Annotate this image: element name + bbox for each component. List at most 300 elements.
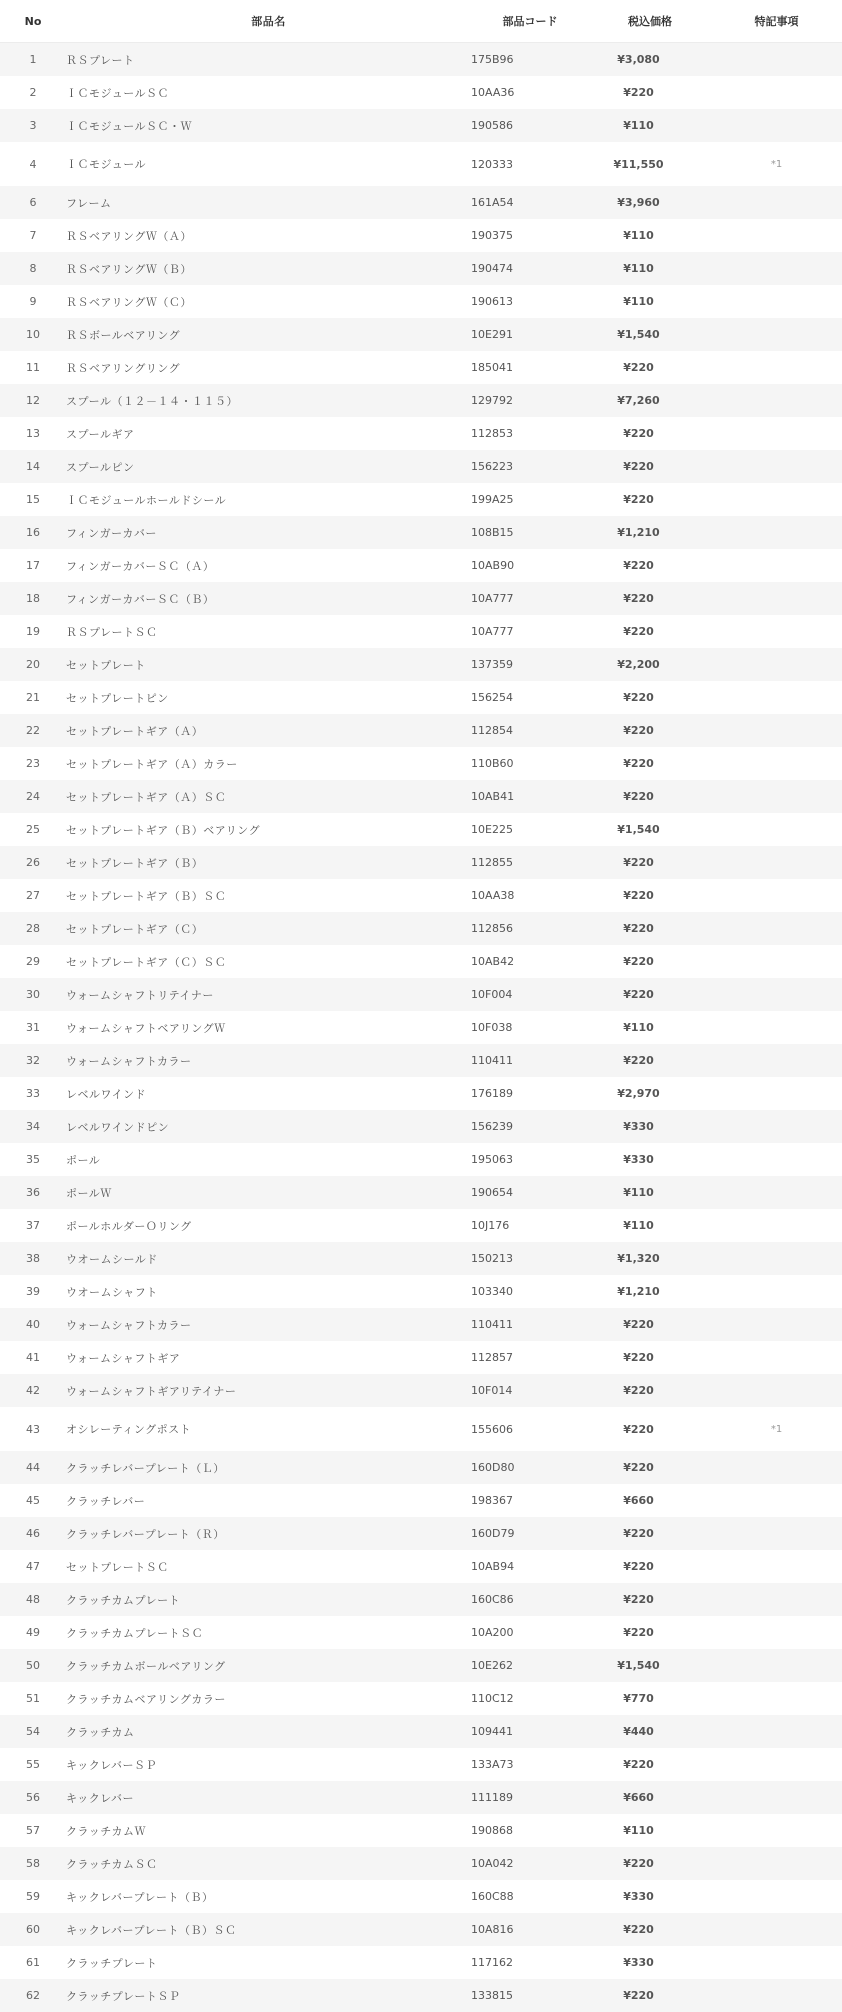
row-no: 26 <box>26 856 40 869</box>
row-price: ¥220 <box>623 856 654 869</box>
row-part-code: 111189 <box>471 1791 513 1804</box>
row-part-name: ＩＣモジュールＳＣ <box>66 86 170 100</box>
row-price: ¥220 <box>623 1923 654 1936</box>
table-row <box>0 285 842 318</box>
row-price: ¥1,540 <box>617 328 660 341</box>
row-part-code: 160C88 <box>471 1890 514 1903</box>
row-part-name: ウォームシャフトギア <box>66 1351 181 1365</box>
row-price: ¥1,210 <box>617 1285 660 1298</box>
row-no: 27 <box>26 889 40 902</box>
row-part-name: レベルワインドピン <box>66 1120 170 1134</box>
row-no: 44 <box>26 1461 40 1474</box>
row-no: 10 <box>26 328 40 341</box>
row-price: ¥220 <box>623 691 654 704</box>
row-part-code: 10A816 <box>471 1923 514 1936</box>
row-no: 30 <box>26 988 40 1001</box>
row-price: ¥220 <box>623 625 654 638</box>
row-part-code: 190375 <box>471 229 513 242</box>
row-note: *1 <box>770 158 783 170</box>
row-no: 41 <box>26 1351 40 1364</box>
table-body <box>0 43 842 2012</box>
row-part-code: 198367 <box>471 1494 513 1507</box>
table-row <box>0 978 842 1011</box>
table-row <box>0 945 842 978</box>
table-row <box>0 43 842 76</box>
row-price: ¥110 <box>623 119 654 132</box>
row-price: ¥110 <box>623 1219 654 1232</box>
row-part-name: セットプレートギア（Ｃ） <box>66 922 204 936</box>
row-no: 22 <box>26 724 40 737</box>
row-part-code: 190474 <box>471 262 513 275</box>
table-row <box>0 648 842 681</box>
row-part-name: ＩＣモジュール <box>66 158 147 171</box>
row-price: ¥330 <box>623 1956 654 1969</box>
row-no: 20 <box>26 658 40 671</box>
row-part-code: 156254 <box>471 691 513 704</box>
row-no: 7 <box>29 229 37 242</box>
row-part-name: ポール <box>66 1153 101 1167</box>
row-part-name: クラッチレバープレート（Ｌ） <box>66 1461 225 1475</box>
row-no: 3 <box>29 119 37 132</box>
table-row <box>0 1143 842 1176</box>
row-no: 24 <box>26 790 40 803</box>
row-price: ¥660 <box>623 1791 654 1804</box>
row-no: 15 <box>26 493 40 506</box>
row-no: 49 <box>26 1626 40 1639</box>
table-row <box>0 1550 842 1583</box>
table-row <box>0 1242 842 1275</box>
row-price: ¥220 <box>623 988 654 1001</box>
row-part-name: スプールギア <box>66 427 135 441</box>
row-part-name: セットプレートギア（Ａ）カラー <box>66 757 238 771</box>
row-part-code: 109441 <box>471 1725 513 1738</box>
table-row <box>0 879 842 912</box>
row-part-name: フィンガーカバーＳＣ（Ｂ） <box>66 592 215 606</box>
row-no: 37 <box>26 1219 40 1232</box>
row-no: 38 <box>26 1252 40 1265</box>
table-row <box>0 1110 842 1143</box>
row-price: ¥220 <box>623 1318 654 1331</box>
row-part-name: ウォームシャフトベアリングＷ <box>66 1021 226 1035</box>
row-no: 25 <box>26 823 40 836</box>
table-row <box>0 1814 842 1847</box>
row-price: ¥110 <box>623 262 654 275</box>
row-part-code: 155606 <box>471 1422 513 1436</box>
row-price: ¥220 <box>623 86 654 99</box>
row-no: 55 <box>26 1758 40 1771</box>
row-part-code: 10A042 <box>471 1857 514 1870</box>
table-header <box>0 0 842 43</box>
row-part-code: 199A25 <box>471 493 514 506</box>
row-price: ¥220 <box>623 493 654 506</box>
row-price: ¥220 <box>623 1461 654 1474</box>
row-no: 36 <box>26 1186 40 1199</box>
row-price: ¥330 <box>623 1120 654 1133</box>
row-price: ¥3,960 <box>617 196 660 209</box>
row-part-name: キックレバーＳＰ <box>66 1758 158 1772</box>
row-part-name: ＲＳプレート <box>66 53 135 67</box>
row-price: ¥220 <box>623 1626 654 1639</box>
table-row <box>0 76 842 109</box>
row-no: 62 <box>26 1989 40 2002</box>
row-no: 19 <box>26 625 40 638</box>
row-price: ¥220 <box>623 559 654 572</box>
row-part-code: 160C86 <box>471 1593 514 1606</box>
table-row <box>0 1176 842 1209</box>
row-part-code: 10AA36 <box>471 86 515 99</box>
row-price: ¥220 <box>623 1384 654 1397</box>
table-row <box>0 384 842 417</box>
row-part-name: キックレバー <box>66 1791 135 1805</box>
table-row <box>0 351 842 384</box>
table-row <box>0 109 842 142</box>
row-part-code: 175B96 <box>471 53 514 66</box>
row-part-name: セットプレートギア（Ａ）ＳＣ <box>66 790 227 804</box>
row-part-name: セットプレートピン <box>66 691 169 705</box>
row-no: 51 <box>26 1692 40 1705</box>
row-part-name: ウオームシールド <box>66 1252 158 1266</box>
row-part-name: クラッチカム <box>66 1725 135 1739</box>
table-row <box>0 1847 842 1880</box>
row-no: 31 <box>26 1021 40 1034</box>
row-no: 21 <box>26 691 40 704</box>
table-row <box>0 1209 842 1242</box>
row-part-name: フレーム <box>66 196 112 210</box>
row-no: 43 <box>26 1422 40 1436</box>
row-part-code: 112856 <box>471 922 513 935</box>
row-part-name: セットプレート <box>66 658 146 672</box>
row-price: ¥220 <box>623 790 654 803</box>
row-part-name: スプール（１２－１４・１１５） <box>66 394 238 408</box>
table-row <box>0 417 842 450</box>
row-part-name: ウォームシャフトカラー <box>66 1318 192 1332</box>
table-row <box>0 681 842 714</box>
row-part-code: 10E225 <box>471 823 513 836</box>
row-part-name: ＲＳベアリングＷ（Ｂ） <box>66 262 192 276</box>
table-row <box>0 1341 842 1374</box>
row-no: 14 <box>26 460 40 473</box>
table-row <box>0 780 842 813</box>
table-row <box>0 1979 842 2012</box>
row-no: 45 <box>26 1494 40 1507</box>
row-no: 40 <box>26 1318 40 1331</box>
row-price: ¥220 <box>623 955 654 968</box>
row-no: 8 <box>29 262 37 275</box>
row-part-name: セットプレートギア（Ｂ）ベアリング <box>66 823 261 837</box>
row-price: ¥220 <box>623 922 654 935</box>
row-part-name: セットプレートギア（Ｂ） <box>66 856 204 870</box>
row-part-name: ＲＳベアリングリング <box>66 361 181 375</box>
row-part-name: ウオームシャフト <box>66 1285 158 1299</box>
row-part-name: ＲＳボールベアリング <box>66 328 181 342</box>
table-row <box>0 813 842 846</box>
table-row <box>0 747 842 780</box>
table-row <box>0 1682 842 1715</box>
row-part-name: クラッチレバー <box>66 1494 146 1508</box>
row-part-name: ＩＣモジュールホールドシール <box>66 493 227 507</box>
row-no: 61 <box>26 1956 40 1969</box>
row-price: ¥220 <box>623 1054 654 1067</box>
row-price: ¥220 <box>623 757 654 770</box>
table-row <box>0 1451 842 1484</box>
row-price: ¥220 <box>623 1593 654 1606</box>
table-row <box>0 615 842 648</box>
row-part-name: クラッチカムプレートＳＣ <box>66 1626 204 1640</box>
row-no: 18 <box>26 592 40 605</box>
row-part-code: 108B15 <box>471 526 514 539</box>
row-part-code: 133A73 <box>471 1758 514 1771</box>
row-price: ¥1,210 <box>617 526 660 539</box>
table-row <box>0 1484 842 1517</box>
row-price: ¥1,320 <box>617 1252 660 1265</box>
row-price: ¥220 <box>623 724 654 737</box>
row-price: ¥330 <box>623 1890 654 1903</box>
table-row <box>0 1715 842 1748</box>
row-no: 1 <box>29 53 37 66</box>
table-row <box>0 318 842 351</box>
row-part-code: 160D79 <box>471 1527 515 1540</box>
table-row <box>0 912 842 945</box>
row-part-code: 10A200 <box>471 1626 514 1639</box>
table-row <box>0 1649 842 1682</box>
row-price: ¥220 <box>623 427 654 440</box>
row-no: 32 <box>26 1054 40 1067</box>
row-part-code: 190868 <box>471 1824 513 1837</box>
row-price: ¥220 <box>623 1351 654 1364</box>
row-no: 57 <box>26 1824 40 1837</box>
row-price: ¥110 <box>623 1186 654 1199</box>
row-part-code: 190586 <box>471 119 513 132</box>
row-no: 47 <box>26 1560 40 1573</box>
row-part-code: 112854 <box>471 724 513 737</box>
row-part-code: 137359 <box>471 658 513 671</box>
row-part-name: レベルワインド <box>66 1087 147 1101</box>
row-part-name: オシレーティングポスト <box>66 1423 192 1436</box>
row-price: ¥110 <box>623 295 654 308</box>
row-no: 34 <box>26 1120 40 1133</box>
row-price: ¥220 <box>623 460 654 473</box>
row-price: ¥770 <box>623 1692 654 1705</box>
row-part-code: 110411 <box>471 1318 513 1331</box>
table-row <box>0 186 842 219</box>
row-part-name: クラッチカムＷ <box>66 1824 147 1838</box>
row-no: 33 <box>26 1087 40 1100</box>
row-no: 9 <box>29 295 37 308</box>
row-price: ¥440 <box>623 1725 654 1738</box>
row-price: ¥2,970 <box>617 1087 660 1100</box>
row-no: 6 <box>29 196 37 209</box>
table-row <box>0 1407 842 1451</box>
row-part-code: 176189 <box>471 1087 513 1100</box>
row-part-code: 103340 <box>471 1285 513 1298</box>
table-row <box>0 1781 842 1814</box>
row-price: ¥220 <box>623 1857 654 1870</box>
table-row <box>0 1517 842 1550</box>
row-price: ¥330 <box>623 1153 654 1166</box>
row-no: 16 <box>26 526 40 539</box>
row-part-name: セットプレートギア（Ｃ）ＳＣ <box>66 955 227 969</box>
row-part-name: セットプレートギア（Ａ） <box>66 724 204 738</box>
table-row <box>0 714 842 747</box>
row-part-name: ポールホルダーＯリング <box>66 1219 192 1233</box>
table-row <box>0 1044 842 1077</box>
row-part-code: 161A54 <box>471 196 514 209</box>
row-part-code: 10AB41 <box>471 790 515 803</box>
row-price: ¥660 <box>623 1494 654 1507</box>
row-part-name: キックレバープレート（Ｂ）ＳＣ <box>66 1923 237 1937</box>
table-row <box>0 219 842 252</box>
row-part-name: ＲＳプレートＳＣ <box>66 625 158 639</box>
row-part-code: 10E262 <box>471 1659 513 1672</box>
row-part-code: 110411 <box>471 1054 513 1067</box>
row-part-code: 185041 <box>471 361 513 374</box>
row-price: ¥220 <box>623 361 654 374</box>
header-note: 特記事項 <box>754 15 799 28</box>
row-price: ¥3,080 <box>617 53 660 66</box>
row-part-code: 190613 <box>471 295 513 308</box>
row-price: ¥220 <box>623 1422 654 1436</box>
row-price: ¥7,260 <box>617 394 660 407</box>
row-price: ¥220 <box>623 1989 654 2002</box>
row-part-code: 10AB42 <box>471 955 515 968</box>
row-part-code: 10AA38 <box>471 889 515 902</box>
row-part-code: 10J176 <box>471 1219 510 1232</box>
row-part-code: 117162 <box>471 1956 513 1969</box>
table-row <box>0 252 842 285</box>
row-no: 56 <box>26 1791 40 1804</box>
row-price: ¥110 <box>623 229 654 242</box>
row-part-name: ＲＳベアリングＷ（Ｃ） <box>66 295 192 309</box>
table-row <box>0 1616 842 1649</box>
row-part-code: 10A777 <box>471 592 514 605</box>
row-part-name: キックレバープレート（Ｂ） <box>66 1890 214 1904</box>
row-part-name: クラッチカムＳＣ <box>66 1857 158 1871</box>
row-part-name: フィンガーカバー <box>66 526 157 540</box>
row-part-code: 160D80 <box>471 1461 515 1474</box>
row-part-name: ＩＣモジュールＳＣ・Ｗ <box>66 119 193 133</box>
row-part-code: 10A777 <box>471 625 514 638</box>
table-row <box>0 1748 842 1781</box>
table-row <box>0 516 842 549</box>
row-no: 13 <box>26 427 40 440</box>
row-price: ¥220 <box>623 592 654 605</box>
table-row <box>0 1275 842 1308</box>
row-no: 29 <box>26 955 40 968</box>
row-price: ¥110 <box>623 1021 654 1034</box>
row-part-code: 112855 <box>471 856 513 869</box>
row-part-name: スプールピン <box>66 460 135 474</box>
table-row <box>0 1583 842 1616</box>
row-no: 4 <box>29 157 37 171</box>
row-price: ¥220 <box>623 1758 654 1771</box>
row-no: 11 <box>26 361 40 374</box>
row-part-code: 10F014 <box>471 1384 513 1397</box>
table-row <box>0 483 842 516</box>
row-part-code: 156239 <box>471 1120 513 1133</box>
row-no: 58 <box>26 1857 40 1870</box>
row-no: 42 <box>26 1384 40 1397</box>
row-part-code: 110C12 <box>471 1692 514 1705</box>
row-part-code: 129792 <box>471 394 513 407</box>
row-no: 59 <box>26 1890 40 1903</box>
row-part-name: クラッチプレートＳＰ <box>66 1989 181 2003</box>
row-part-code: 112853 <box>471 427 513 440</box>
row-price: ¥1,540 <box>617 823 660 836</box>
table-row <box>0 1913 842 1946</box>
header-part-code: 部品コード <box>502 15 558 28</box>
row-no: 46 <box>26 1527 40 1540</box>
row-part-name: ウォームシャフトギアリテイナー <box>66 1384 237 1398</box>
row-price: ¥11,550 <box>613 157 664 171</box>
row-part-code: 133815 <box>471 1989 513 2002</box>
row-part-code: 150213 <box>471 1252 513 1265</box>
header-no: No <box>24 14 42 28</box>
table-row <box>0 582 842 615</box>
row-part-code: 10F004 <box>471 988 513 1001</box>
row-no: 35 <box>26 1153 40 1166</box>
row-part-code: 112857 <box>471 1351 513 1364</box>
row-no: 23 <box>26 757 40 770</box>
row-no: 54 <box>26 1725 40 1738</box>
row-no: 48 <box>26 1593 40 1606</box>
row-no: 12 <box>26 394 40 407</box>
row-part-code: 10AB90 <box>471 559 515 572</box>
row-part-name: クラッチカムベアリングカラー <box>66 1692 226 1706</box>
row-price: ¥2,200 <box>617 658 660 671</box>
row-part-code: 190654 <box>471 1186 513 1199</box>
table-row <box>0 846 842 879</box>
table-row <box>0 450 842 483</box>
table-row <box>0 1880 842 1913</box>
row-no: 2 <box>29 86 37 99</box>
row-note: *1 <box>770 1423 783 1435</box>
row-part-code: 195063 <box>471 1153 513 1166</box>
table-row <box>0 1946 842 1979</box>
row-no: 60 <box>26 1923 40 1936</box>
table-row <box>0 549 842 582</box>
row-price: ¥220 <box>623 889 654 902</box>
table-row <box>0 1374 842 1407</box>
row-no: 28 <box>26 922 40 935</box>
row-part-code: 120333 <box>471 157 513 171</box>
row-no: 50 <box>26 1659 40 1672</box>
row-part-name: クラッチレバープレート（Ｒ） <box>66 1527 225 1541</box>
row-part-name: セットプレートＳＣ <box>66 1560 169 1574</box>
row-part-code: 10AB94 <box>471 1560 515 1573</box>
row-part-name: ＲＳベアリングＷ（Ａ） <box>66 229 192 243</box>
row-part-name: ウォームシャフトカラー <box>66 1054 192 1068</box>
row-part-code: 10F038 <box>471 1021 513 1034</box>
row-part-name: セットプレートギア（Ｂ）ＳＣ <box>66 889 227 903</box>
header-price: 税込価格 <box>628 15 672 28</box>
row-part-name: クラッチプレート <box>66 1956 158 1970</box>
row-price: ¥220 <box>623 1527 654 1540</box>
header-part-name: 部品名 <box>251 15 286 28</box>
row-part-name: ウォームシャフトリテイナー <box>66 988 214 1002</box>
table-row <box>0 1308 842 1341</box>
row-part-name: ポールＷ <box>66 1186 112 1200</box>
row-part-name: クラッチカムプレート <box>66 1593 181 1607</box>
row-part-code: 110B60 <box>471 757 514 770</box>
row-price: ¥110 <box>623 1824 654 1837</box>
row-no: 39 <box>26 1285 40 1298</box>
table-row <box>0 1077 842 1110</box>
row-price: ¥220 <box>623 1560 654 1573</box>
row-no: 17 <box>26 559 40 572</box>
table-row <box>0 142 842 186</box>
table-row <box>0 1011 842 1044</box>
row-part-name: フィンガーカバーＳＣ（Ａ） <box>66 559 215 573</box>
